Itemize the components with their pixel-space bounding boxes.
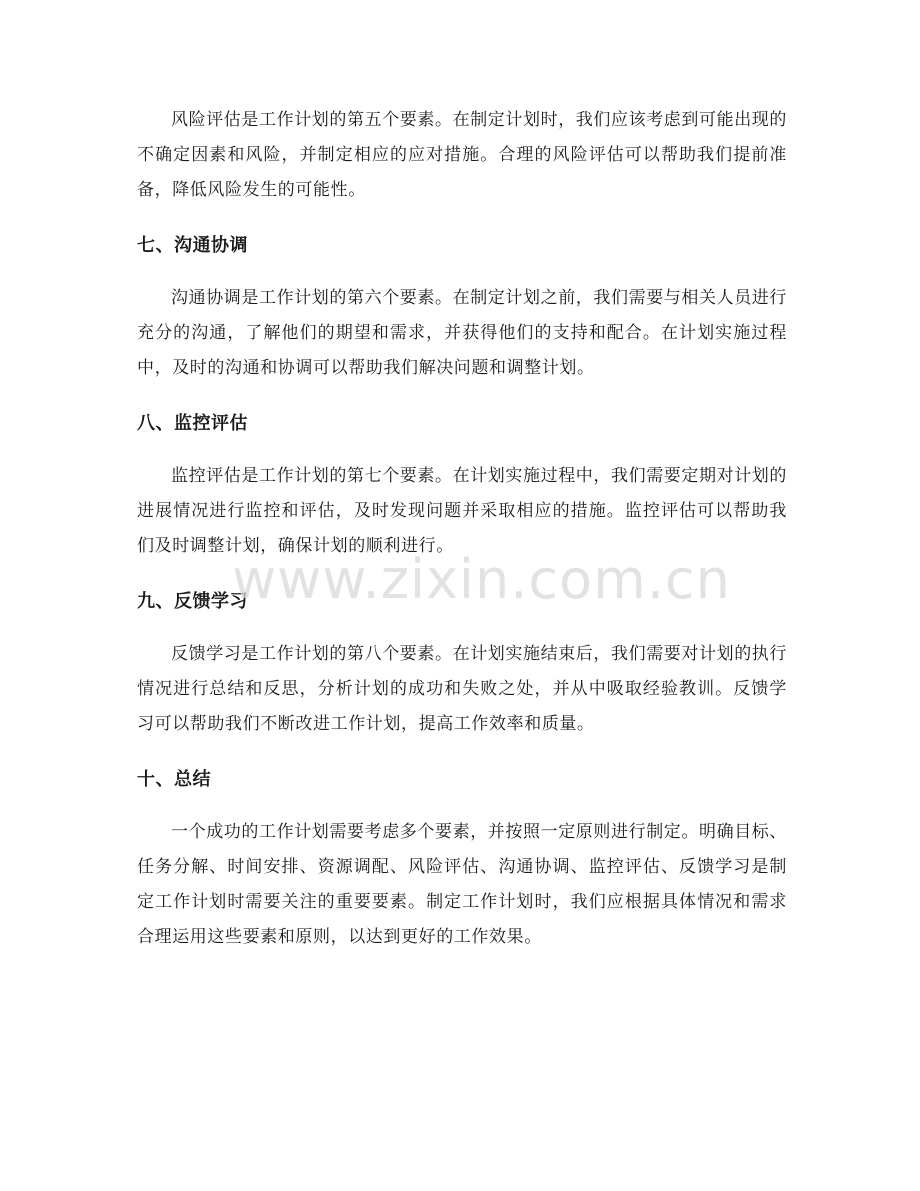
section-heading-monitoring: 八、监控评估 [137,413,248,434]
spacer [137,441,787,459]
spacer [137,386,787,406]
spacer [137,619,787,637]
feedback-paragraph: 反馈学习是工作计划的第八个要素。在计划实施结束后，我们需要对计划的执行情况进行总结和反思，分析计划的成功和失败之处，并从中吸取经验教训。反馈学习可以帮助我们不断改进工作计划，提高工作效率和质量。 [137,644,787,734]
spacer [137,208,787,228]
watermark: www.zixin.com.cn [232,548,731,611]
spacer [137,564,787,584]
monitoring-paragraph: 监控评估是工作计划的第七个要素。在计划实施过程中，我们需要定期对计划的进展情况进行监控和评估，及时发现问题并采取相应的措施。监控评估可以帮助我们及时调整计划，确保计划的顺利进行。 [137,466,787,556]
risk-assessment-paragraph: 风险评估是工作计划的第五个要素。在制定计划时，我们应该考虑到可能出现的不确定因素和风险，并制定相应的应对措施。合理的风险评估可以帮助我们提前准备，降低风险发生的可能性。 [137,110,787,200]
section-heading-feedback: 九、反馈学习 [137,591,248,612]
document-body [137,103,787,955]
spacer [137,742,787,762]
section-heading-communication: 七、沟通协调 [137,235,248,256]
section-heading-summary: 十、总结 [137,769,211,790]
spacer [137,797,787,815]
communication-paragraph: 沟通协调是工作计划的第六个要素。在制定计划之前，我们需要与相关人员进行充分的沟通，了解他们的期望和需求，并获得他们的支持和配合。在计划实施过程中，及时的沟通和协调可以帮助我们解决问题和调整计划。 [137,288,787,378]
summary-paragraph: 一个成功的工作计划需要考虑多个要素，并按照一定原则进行制定。明确目标、任务分解、时间安排、资源调配、风险评估、沟通协调、监控评估、反馈学习是制定工作计划时需要关注的重要要素。制定工作计划时，我们应根据具体情况和需求合理运用这些要素和原则，以达到更好的工作效果。 [137,822,787,947]
spacer [137,263,787,281]
